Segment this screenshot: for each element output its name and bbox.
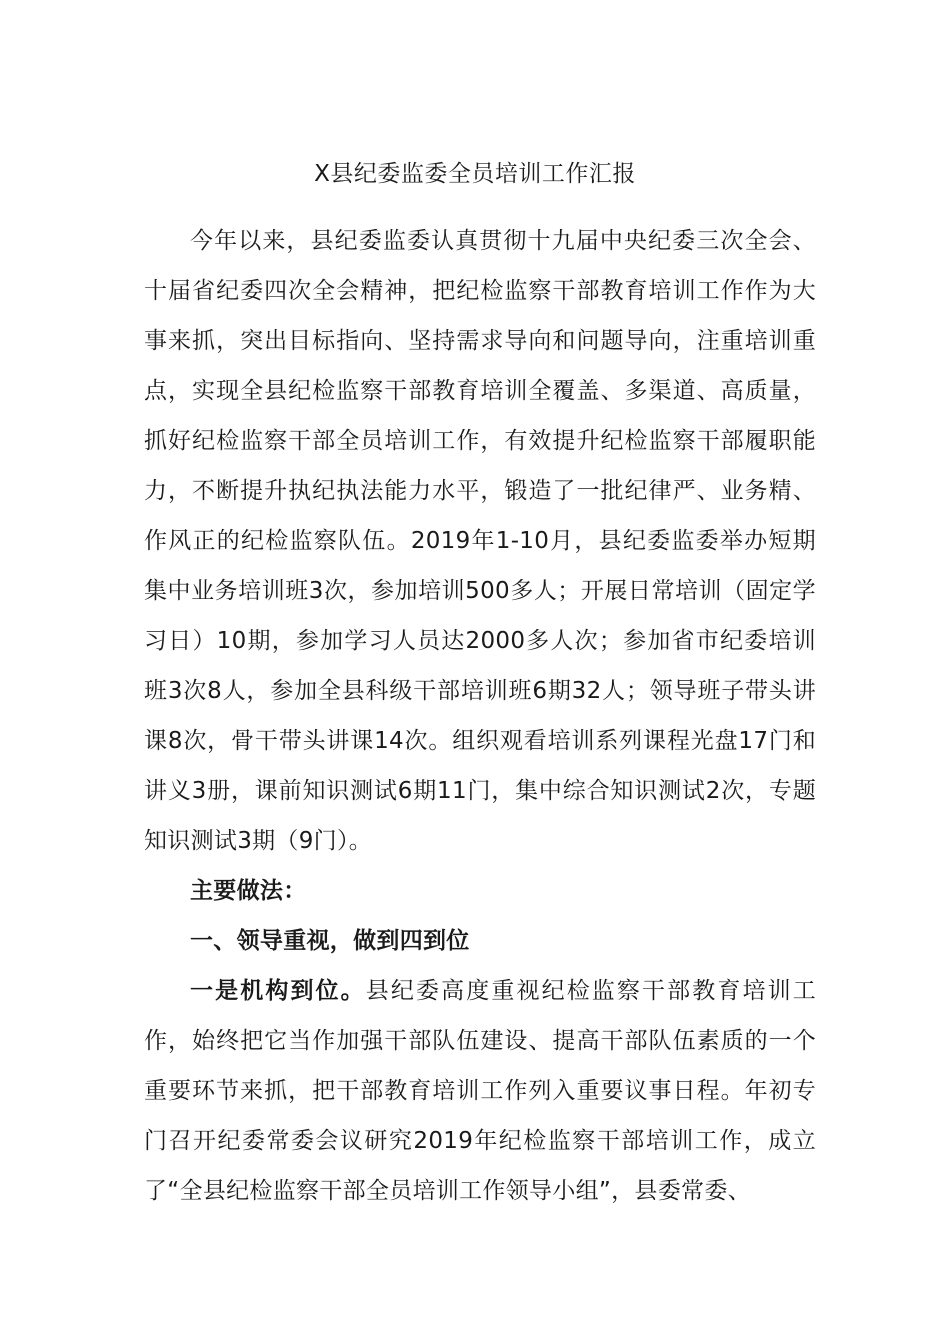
point-one-lead: 一是机构到位。	[190, 978, 366, 1004]
section-label: 主要做法：	[190, 878, 307, 904]
intro-paragraph: 今年以来，县纪委监委认真贯彻十九届中央纪委三次全会、十届省纪委四次全会精神，把纪检监察干部教育培训工作作为大事来抓，突出目标指向、坚持需求导向和问题导向，注重培训重点，实现全县纪检监察干部教育培训全覆盖、多渠道、高质量，抓好纪检监察干部全员培训工作，有效提升纪检监察干部履职能力，不断提升执纪执法能力水平，锻造了一批纪律严、业务精、作风正的纪检监察队伍。2019年1-10月，县纪委监委举办短期集中业务培训班3次，参加培训500多人；开展日常培训（固定学习日）10期，参加学习人员达2000多人次；参加省市纪委培训班3次8人，参加全县科级干部培训班6期32人；领导班子带头讲课8次，骨干带头讲课14次。组织观看培训系列课程光盘17门和讲义3册，课前知识测试6期11门，集中综合知识测试2次，专题知识测试3期（9门）。	[144, 228, 816, 854]
section-one-heading: 一、领导重视，做到四到位	[190, 928, 470, 954]
point-one-paragraph	[144, 966, 816, 1216]
point-one-text: 县纪委高度重视纪检监察干部教育培训工作，始终把它当作加强干部队伍建设、提高干部队伍素质的一个重要环节来抓，把干部教育培训工作列入重要议事日程。年初专门召开纪委常委会议研究2019年纪检监察干部培训工作，成立了“全县纪检监察干部全员培训工作领导小组”，县委常委、	[144, 978, 816, 1204]
document-body	[144, 216, 816, 1216]
document-title: X县纪委监委全员培训工作汇报	[314, 161, 636, 187]
